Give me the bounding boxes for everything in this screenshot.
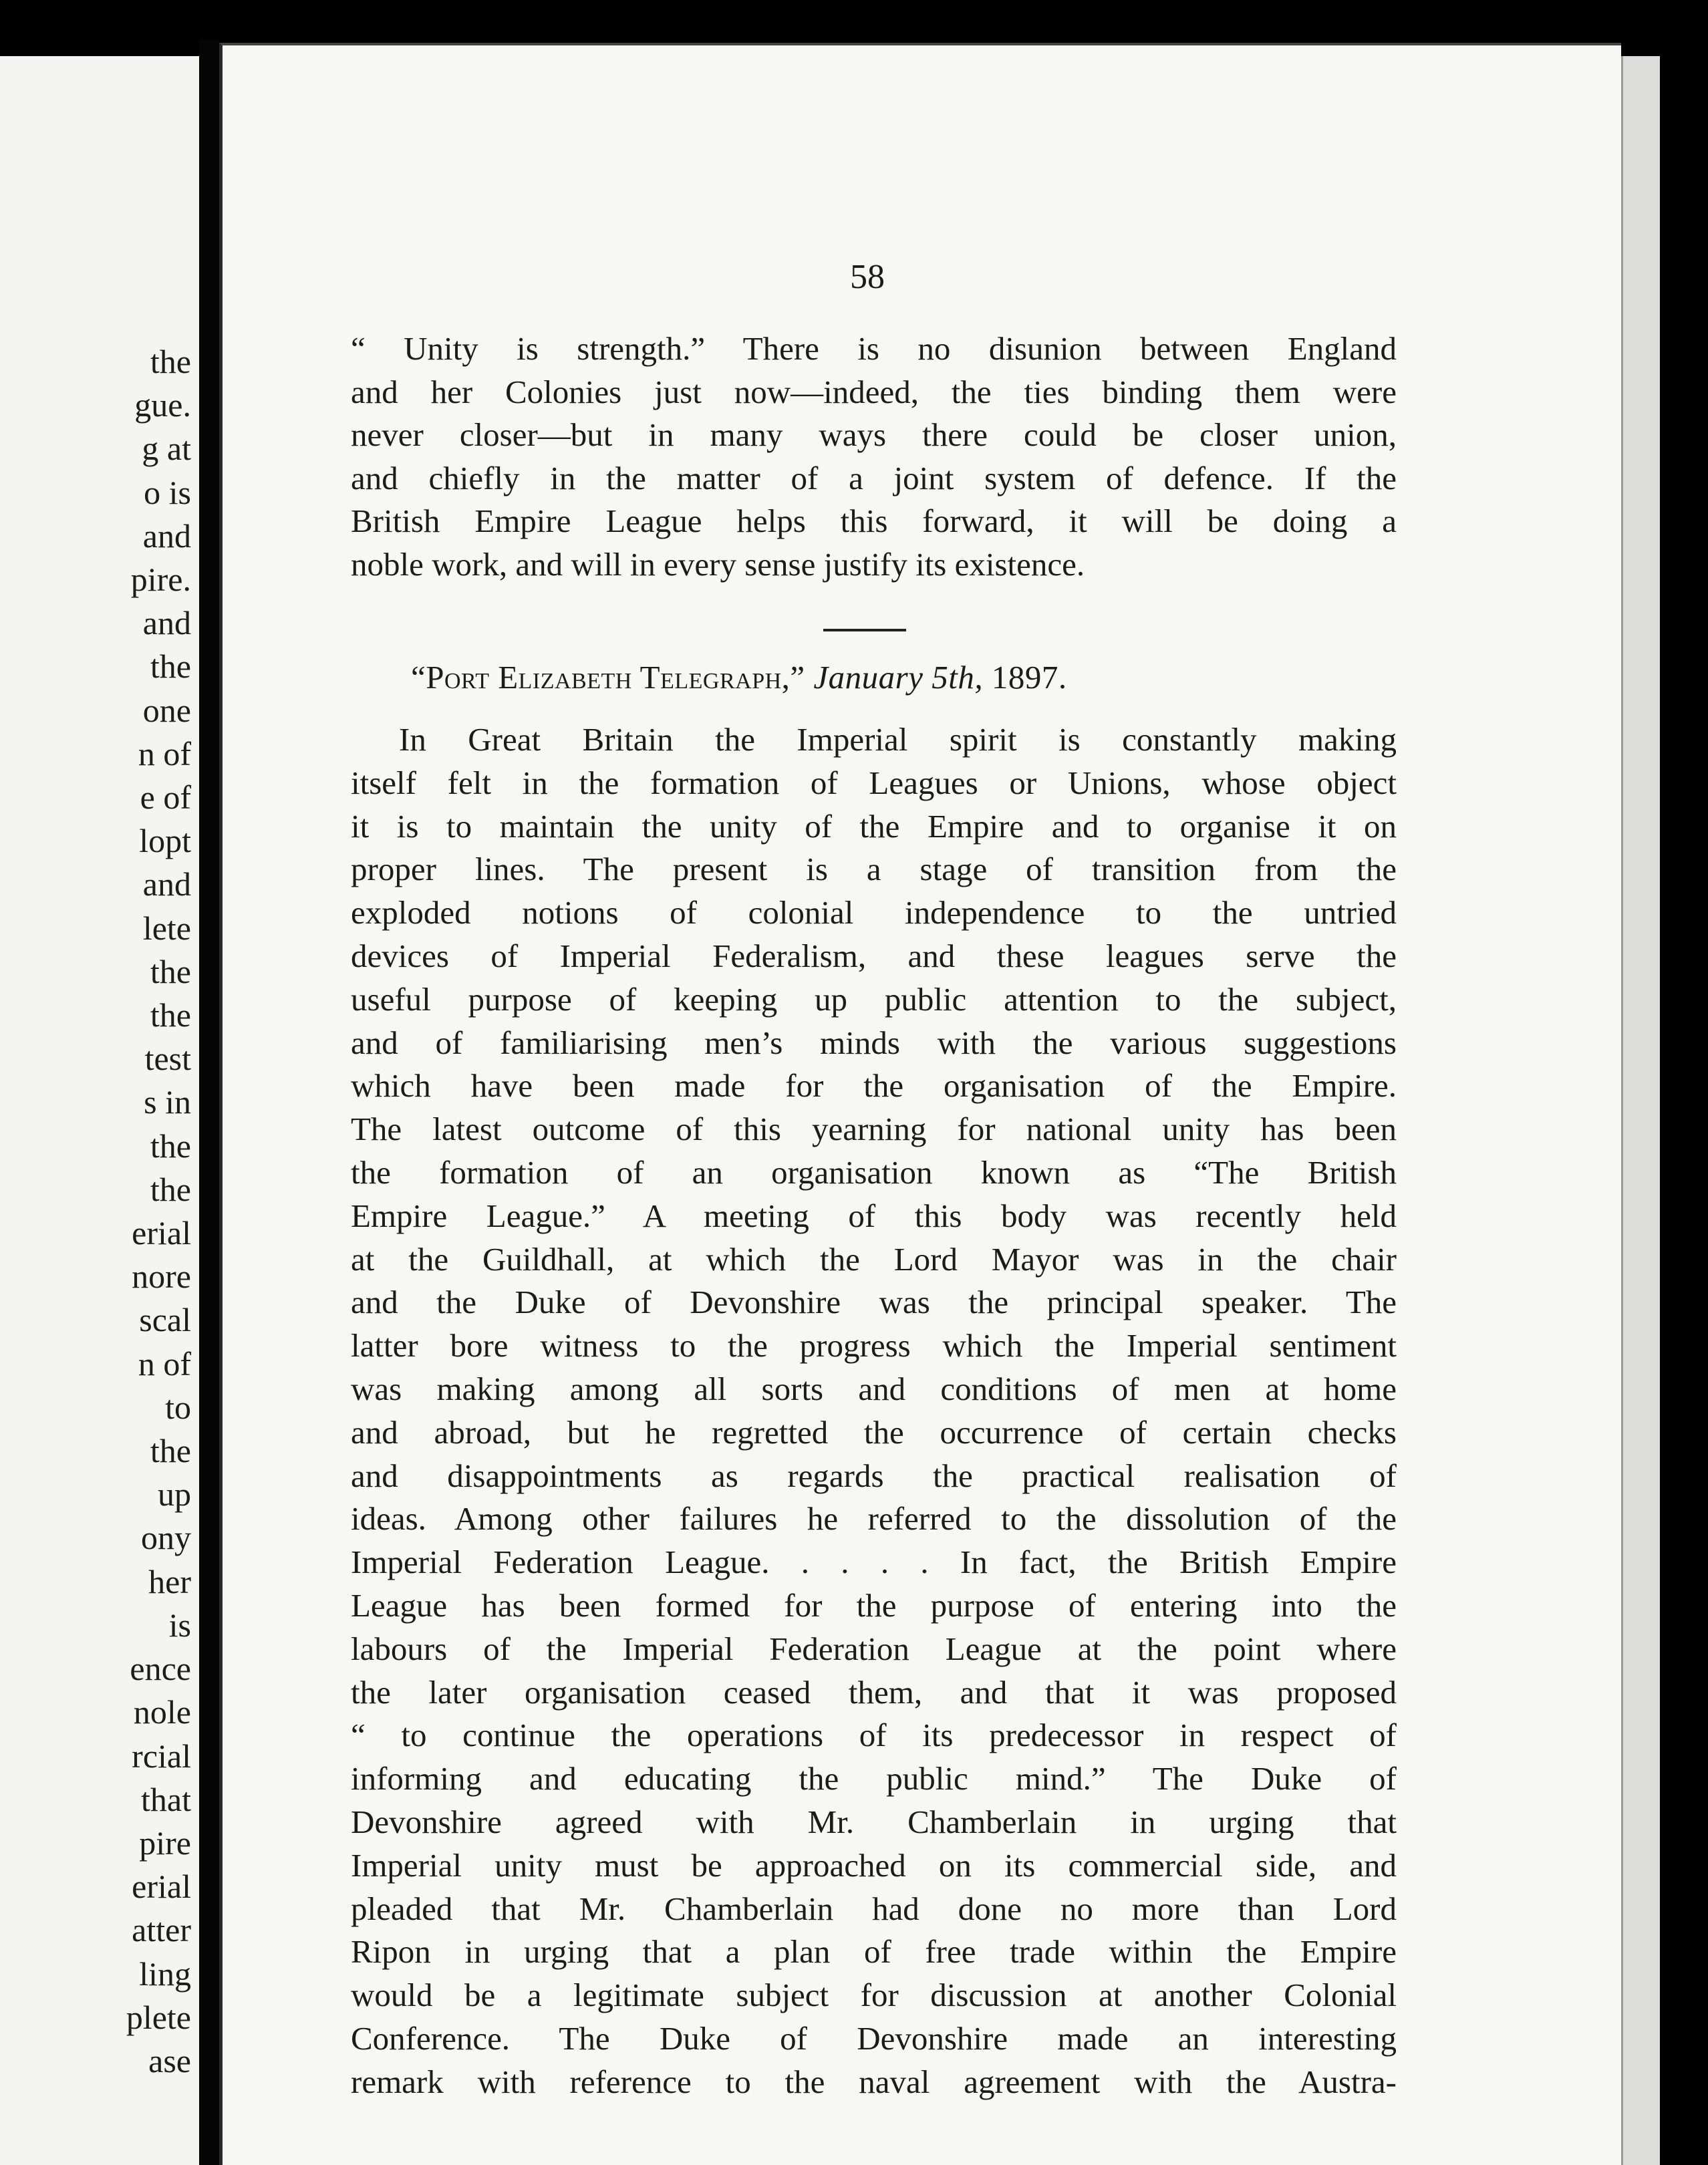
left-page-fragment: o is: [144, 473, 191, 511]
left-page-fragment: erial: [132, 1214, 191, 1252]
text-line: and disappointments as regards the practical realisation of: [351, 1457, 1397, 1494]
text-line: devices of Imperial Federalism, and these leagues serve the: [351, 937, 1397, 974]
left-page-fragment: lopt: [139, 822, 191, 860]
section-divider-rule: [823, 629, 906, 631]
text-line: and her Colonies just now—indeed, the ties binding them were: [351, 373, 1397, 410]
paragraph-one: [351, 327, 1397, 586]
left-page-fragment: ence: [130, 1650, 191, 1688]
text-line: Imperial Federation League. . . . . In fact, the British Empire: [351, 1544, 1397, 1581]
left-page-fragment: n of: [138, 734, 191, 772]
scan-right-margin: [1660, 0, 1708, 2165]
text-line: League has been formed for the purpose of entering into the: [351, 1586, 1397, 1624]
text-line: and of familiarising men’s minds with the various suggestions: [351, 1024, 1397, 1061]
left-page-fragment: pire: [139, 1824, 191, 1862]
text-line: In Great Britain the Imperial spirit is constantly making: [399, 721, 1397, 758]
left-page-fragment: that: [141, 1780, 191, 1818]
text-line: at the Guildhall, at which the Lord Mayor was in the chair: [351, 1240, 1397, 1278]
left-page-fragment: and: [142, 865, 191, 903]
left-page-fragment: the: [150, 952, 191, 990]
left-page-fragment: nore: [132, 1258, 191, 1296]
paragraph-two-text: [351, 718, 1397, 2104]
text-line: Devonshire agreed with Mr. Chamberlain in urging that: [351, 1803, 1397, 1840]
text-line: remark with reference to the naval agreement with the Austra-: [351, 2063, 1397, 2100]
left-page-fragment: rcial: [132, 1737, 191, 1775]
left-page-fragment: n of: [138, 1344, 191, 1383]
left-page-fragment: the: [150, 1170, 191, 1208]
left-page-line-fragments: [126, 340, 191, 2083]
text-line: latter bore witness to the progress which the Imperial sentiment: [351, 1327, 1397, 1364]
text-line: would be a legitimate subject for discussion at another Colonial: [351, 1977, 1397, 2014]
left-page-fragment: the: [150, 343, 191, 380]
heading-source: “Port Elizabeth Telegraph,”: [411, 659, 805, 696]
left-page-fragment: and: [142, 517, 191, 555]
left-page-fragment: test: [144, 1040, 191, 1078]
article-heading: [411, 658, 1067, 696]
page-edge: [1621, 56, 1660, 2165]
left-page-fragment: the: [150, 996, 191, 1034]
text-line: useful purpose of keeping up public attention to the subject,: [351, 980, 1397, 1018]
left-page-fragment: her: [148, 1562, 191, 1600]
left-page-fragment: lete: [142, 909, 191, 947]
left-facing-page: [0, 56, 199, 2165]
text-line: was making among all sorts and conditions of men at home: [351, 1370, 1397, 1407]
text-line: “ Unity is strength.” There is no disunion between England: [351, 330, 1397, 367]
text-line: exploded notions of colonial independence to the untried: [351, 894, 1397, 931]
text-line: the formation of an organisation known as “The British: [351, 1153, 1397, 1191]
heading-date: January 5th,: [813, 659, 984, 696]
text-line: itself felt in the formation of Leagues or Unions, whose object: [351, 764, 1397, 801]
left-page-fragment: pire.: [130, 561, 191, 599]
text-line: and chiefly in the matter of a joint system of defence. If the: [351, 459, 1397, 496]
text-line: ideas. Among other failures he referred to the dissolution of the: [351, 1500, 1397, 1538]
left-page-fragment: gue.: [134, 386, 191, 424]
left-page-fragment: is: [168, 1606, 191, 1644]
left-page-fragment: ony: [141, 1519, 191, 1557]
text-line: The latest outcome of this yearning for national unity has been: [351, 1111, 1397, 1148]
heading-year: 1897.: [991, 659, 1067, 696]
left-page-fragment: ase: [148, 2041, 191, 2079]
left-page-fragment: the: [150, 1127, 191, 1165]
left-page-fragment: the: [150, 1432, 191, 1470]
left-page-fragment: the: [150, 647, 191, 686]
left-page-fragment: nole: [133, 1693, 191, 1731]
paragraph-one-text: [351, 327, 1397, 586]
text-line: proper lines. The present is a stage of transition from the: [351, 851, 1397, 888]
left-page-fragment: scal: [139, 1301, 191, 1339]
page-number: 58: [850, 258, 885, 296]
left-page-fragment: ling: [139, 1955, 191, 1993]
left-page-fragment: e of: [140, 778, 191, 817]
text-line: Ripon in urging that a plan of free trade within the Empire: [351, 1933, 1397, 1971]
text-line: never closer—but in many ways there could be closer union,: [351, 416, 1397, 453]
left-page-fragment: up: [158, 1475, 191, 1513]
text-line: Conference. The Duke of Devonshire made an interesting: [351, 2019, 1397, 2057]
text-line: the later organisation ceased them, and that it was proposed: [351, 1673, 1397, 1711]
text-line: which have been made for the organisation of the Empire.: [351, 1067, 1397, 1105]
text-line: “ to continue the operations of its predecessor in respect of: [351, 1717, 1397, 1754]
left-page-fragment: s in: [144, 1083, 191, 1121]
left-page-fragment: g at: [142, 430, 191, 468]
left-page-fragment: to: [165, 1388, 191, 1426]
text-line: it is to maintain the unity of the Empire and to organise it on: [351, 807, 1397, 845]
text-line: and abroad, but he regretted the occurrence of certain checks: [351, 1413, 1397, 1451]
text-line: Empire League.” A meeting of this body was recently held: [351, 1197, 1397, 1234]
left-page-fragment: one: [142, 691, 191, 729]
text-line: British Empire League helps this forward, it will be doing a: [351, 502, 1397, 539]
text-line: informing and educating the public mind.” The Duke of: [351, 1760, 1397, 1797]
text-line: noble work, and will in every sense justify its existence.: [351, 545, 1085, 583]
left-page-fragment: plete: [126, 1998, 191, 2036]
book-gutter: [199, 40, 219, 2165]
left-page-fragment: and: [142, 604, 191, 642]
paragraph-two: [351, 718, 1397, 2104]
text-line: and the Duke of Devonshire was the principal speaker. The: [351, 1284, 1397, 1321]
left-page-fragment: erial: [132, 1868, 191, 1906]
left-page-fragment: atter: [132, 1911, 191, 1949]
text-line: labours of the Imperial Federation League at the point where: [351, 1630, 1397, 1667]
text-line: Imperial unity must be approached on its commercial side, and: [351, 1846, 1397, 1884]
scan-top-margin: [0, 0, 1660, 43]
text-line: pleaded that Mr. Chamberlain had done no more than Lord: [351, 1890, 1397, 1927]
